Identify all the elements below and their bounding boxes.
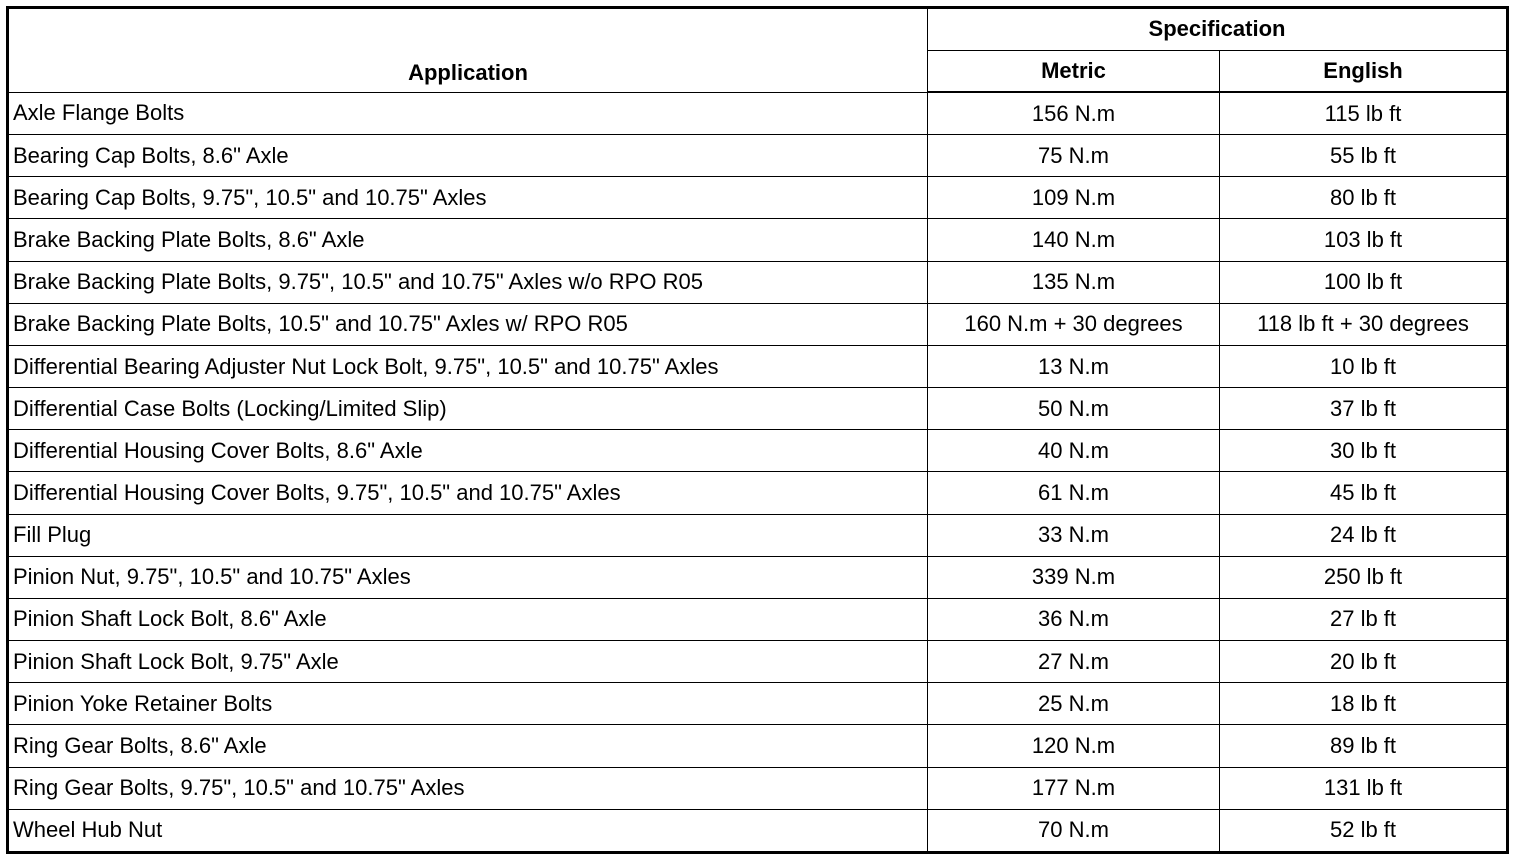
table-row bbox=[8, 641, 1508, 683]
english-value-cell: 10 lb ft bbox=[1220, 345, 1508, 387]
table-row bbox=[8, 345, 1508, 387]
metric-value-cell: 13 N.m bbox=[928, 345, 1220, 387]
application-cell: Pinion Nut, 9.75", 10.5" and 10.75" Axles bbox=[8, 556, 928, 598]
table-row bbox=[8, 598, 1508, 640]
english-value-cell: 118 lb ft + 30 degrees bbox=[1220, 303, 1508, 345]
metric-value-cell: 177 N.m bbox=[928, 767, 1220, 809]
metric-value-cell: 36 N.m bbox=[928, 598, 1220, 640]
table-row bbox=[8, 767, 1508, 809]
application-cell: Axle Flange Bolts bbox=[8, 92, 928, 135]
table-row bbox=[8, 177, 1508, 219]
english-value-cell: 89 lb ft bbox=[1220, 725, 1508, 767]
english-value-cell: 37 lb ft bbox=[1220, 388, 1508, 430]
metric-value-cell: 75 N.m bbox=[928, 135, 1220, 177]
application-cell: Ring Gear Bolts, 9.75", 10.5" and 10.75" Axles bbox=[8, 767, 928, 809]
table-row bbox=[8, 514, 1508, 556]
specification-group-header: Specification bbox=[928, 8, 1508, 51]
metric-value-cell: 109 N.m bbox=[928, 177, 1220, 219]
application-cell: Differential Housing Cover Bolts, 8.6" Axle bbox=[8, 430, 928, 472]
application-cell: Pinion Yoke Retainer Bolts bbox=[8, 683, 928, 725]
metric-value-cell: 27 N.m bbox=[928, 641, 1220, 683]
table-row bbox=[8, 472, 1508, 514]
table-row bbox=[8, 725, 1508, 767]
english-value-cell: 103 lb ft bbox=[1220, 219, 1508, 261]
header-row-group bbox=[8, 8, 1508, 51]
table-row bbox=[8, 135, 1508, 177]
application-cell: Bearing Cap Bolts, 9.75", 10.5" and 10.75" Axles bbox=[8, 177, 928, 219]
english-value-cell: 100 lb ft bbox=[1220, 261, 1508, 303]
table-row bbox=[8, 92, 1508, 135]
application-cell: Differential Bearing Adjuster Nut Lock Bolt, 9.75", 10.5" and 10.75" Axles bbox=[8, 345, 928, 387]
table-header bbox=[8, 8, 1508, 93]
english-value-cell: 45 lb ft bbox=[1220, 472, 1508, 514]
english-value-cell: 30 lb ft bbox=[1220, 430, 1508, 472]
metric-value-cell: 25 N.m bbox=[928, 683, 1220, 725]
english-value-cell: 18 lb ft bbox=[1220, 683, 1508, 725]
application-cell: Brake Backing Plate Bolts, 10.5" and 10.75" Axles w/ RPO R05 bbox=[8, 303, 928, 345]
english-value-cell: 250 lb ft bbox=[1220, 556, 1508, 598]
table-row bbox=[8, 261, 1508, 303]
english-value-cell: 52 lb ft bbox=[1220, 809, 1508, 852]
english-value-cell: 55 lb ft bbox=[1220, 135, 1508, 177]
table-row bbox=[8, 430, 1508, 472]
application-cell: Pinion Shaft Lock Bolt, 8.6" Axle bbox=[8, 598, 928, 640]
metric-value-cell: 33 N.m bbox=[928, 514, 1220, 556]
metric-value-cell: 50 N.m bbox=[928, 388, 1220, 430]
metric-value-cell: 339 N.m bbox=[928, 556, 1220, 598]
application-cell: Differential Housing Cover Bolts, 9.75", 10.5" and 10.75" Axles bbox=[8, 472, 928, 514]
metric-value-cell: 140 N.m bbox=[928, 219, 1220, 261]
application-cell: Wheel Hub Nut bbox=[8, 809, 928, 852]
application-cell: Ring Gear Bolts, 8.6" Axle bbox=[8, 725, 928, 767]
metric-value-cell: 120 N.m bbox=[928, 725, 1220, 767]
application-cell: Fill Plug bbox=[8, 514, 928, 556]
english-value-cell: 80 lb ft bbox=[1220, 177, 1508, 219]
application-cell: Pinion Shaft Lock Bolt, 9.75" Axle bbox=[8, 641, 928, 683]
fastener-specification-table bbox=[6, 6, 1509, 854]
table-row bbox=[8, 683, 1508, 725]
application-column-header: Application bbox=[8, 8, 928, 93]
metric-value-cell: 135 N.m bbox=[928, 261, 1220, 303]
english-value-cell: 20 lb ft bbox=[1220, 641, 1508, 683]
metric-value-cell: 40 N.m bbox=[928, 430, 1220, 472]
english-value-cell: 115 lb ft bbox=[1220, 92, 1508, 135]
metric-value-cell: 156 N.m bbox=[928, 92, 1220, 135]
metric-value-cell: 61 N.m bbox=[928, 472, 1220, 514]
application-cell: Differential Case Bolts (Locking/Limited Slip) bbox=[8, 388, 928, 430]
table-row bbox=[8, 219, 1508, 261]
table-row bbox=[8, 556, 1508, 598]
english-value-cell: 24 lb ft bbox=[1220, 514, 1508, 556]
english-column-header: English bbox=[1220, 50, 1508, 92]
application-cell: Brake Backing Plate Bolts, 9.75", 10.5" and 10.75" Axles w/o RPO R05 bbox=[8, 261, 928, 303]
table-row bbox=[8, 303, 1508, 345]
table-row bbox=[8, 809, 1508, 852]
table-body bbox=[8, 92, 1508, 853]
english-value-cell: 131 lb ft bbox=[1220, 767, 1508, 809]
english-value-cell: 27 lb ft bbox=[1220, 598, 1508, 640]
metric-column-header: Metric bbox=[928, 50, 1220, 92]
application-cell: Brake Backing Plate Bolts, 8.6" Axle bbox=[8, 219, 928, 261]
metric-value-cell: 70 N.m bbox=[928, 809, 1220, 852]
application-cell: Bearing Cap Bolts, 8.6" Axle bbox=[8, 135, 928, 177]
table-row bbox=[8, 388, 1508, 430]
metric-value-cell: 160 N.m + 30 degrees bbox=[928, 303, 1220, 345]
